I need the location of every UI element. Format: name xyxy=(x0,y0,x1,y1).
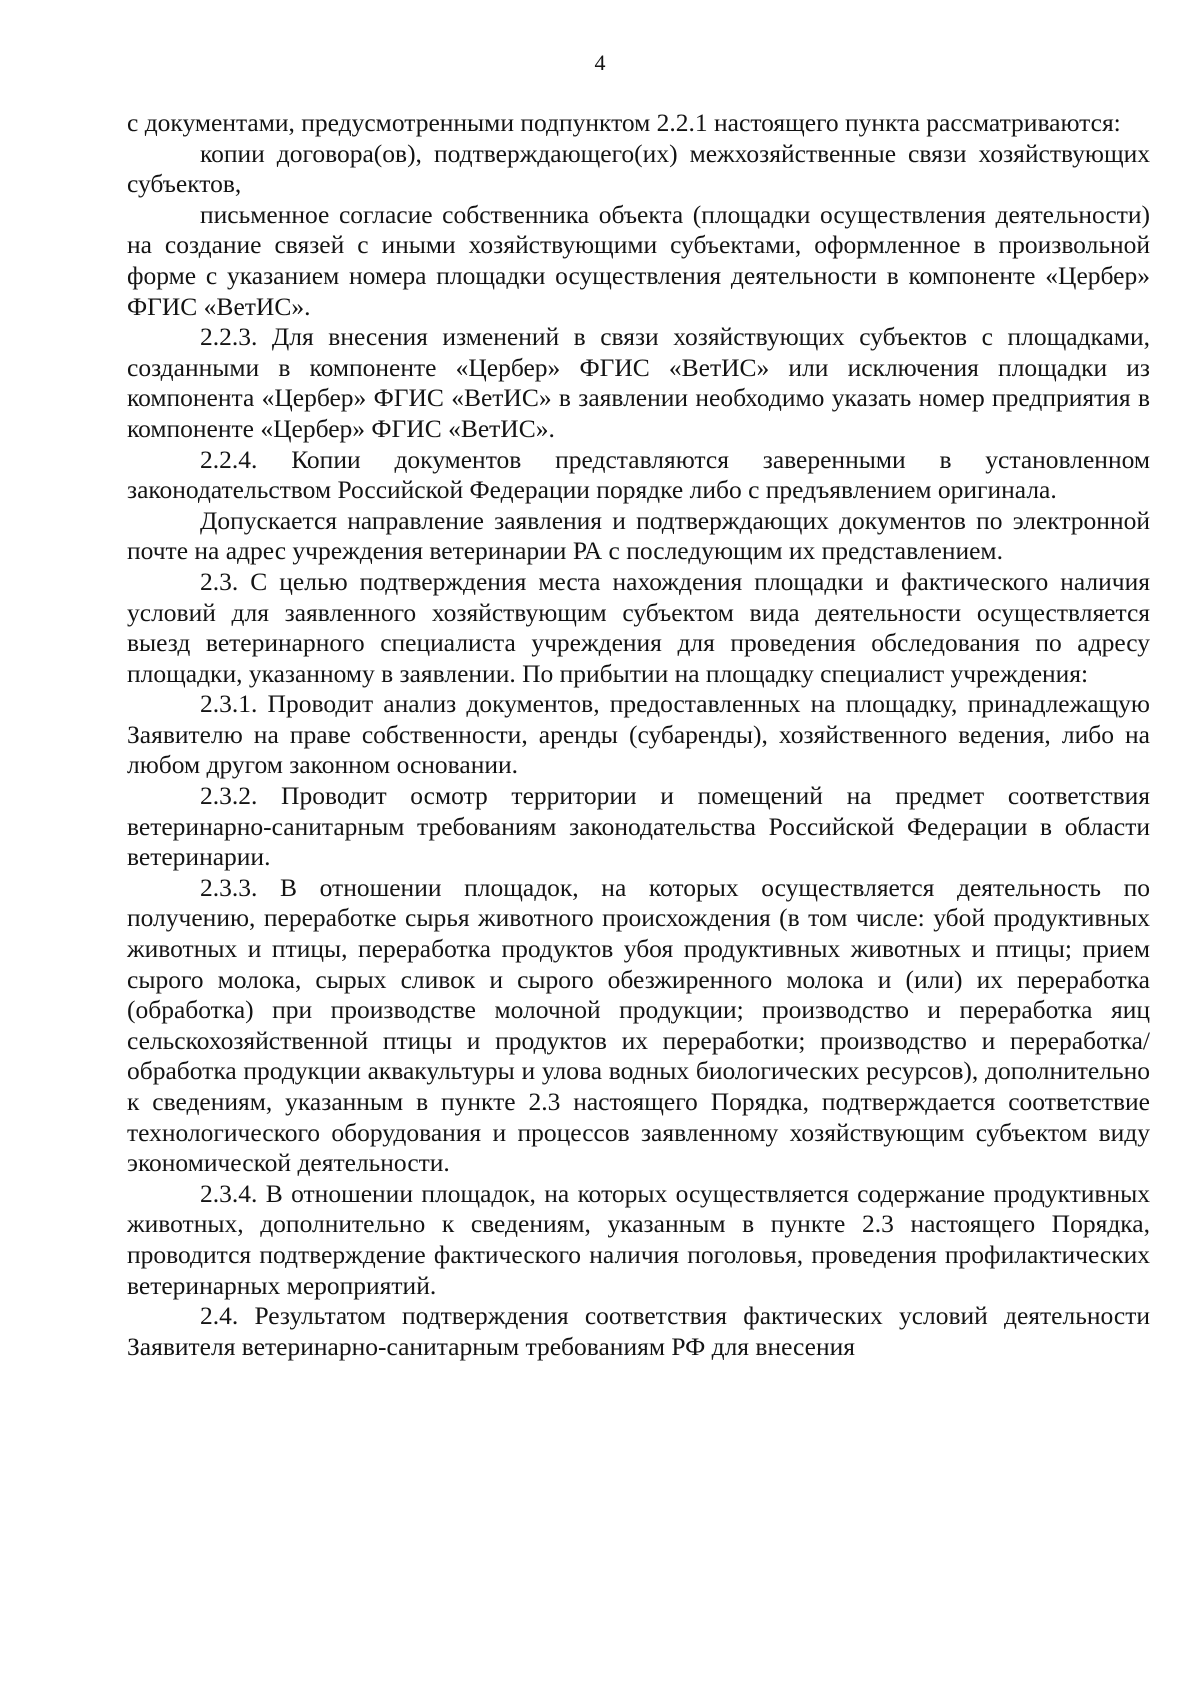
paragraph: письменное согласие собственника объекта (площадки осуществления деятельности) на создание связей с иными хозяйствующими субъектами, оформленное в произвольной форме с указанием номера площадки осуществления деятельности в компоненте «Цербер» ФГИС «ВетИС». xyxy=(127,199,1150,321)
paragraph: 2.2.3. Для внесения изменений в связи хозяйствующих субъектов с площадками, созданными в компоненте «Цербер» ФГИС «ВетИС» или исключения площадки из компонента «Цербер» ФГИС «ВетИС» в заявлении необходимо указать номер предприятия в компоненте «Цербер» ФГИС «ВетИС». xyxy=(127,322,1150,443)
paragraph: 2.2.4. Копии документов представляются заверенными в установленном законодательством Российской Федерации порядке либо с предъявлением оригинала. xyxy=(127,444,1150,505)
paragraph: 2.3.1. Проводит анализ документов, предоставленных на площадку, принадлежащую Заявителю на праве собственности, аренды (субаренды), хозяйственного ведения, либо на любом другом законном основании. xyxy=(127,689,1150,780)
paragraph: с документами, предусмотренными подпунктом 2.2.1 настоящего пункта рассматриваются: xyxy=(127,108,1121,137)
paragraph: 2.3.2. Проводит осмотр территории и помещений на предмет соответствия ветеринарно-санитарным требованиям законодательства Российской Федерации в области ветеринарии. xyxy=(127,781,1150,872)
paragraph: 2.3.4. В отношении площадок, на которых осуществляется содержание продуктивных животных, дополнительно к сведениям, указанным в пункте 2.3 настоящего Порядка, проводится подтверждение фактического наличия поголовья, проведения профилактических ветеринарных мероприятий. xyxy=(127,1178,1150,1300)
paragraph: копии договора(ов), подтверждающего(их) межхозяйственные связи хозяйствующих субъектов, xyxy=(127,138,1150,199)
paragraph: 2.3. С целью подтверждения места нахождения площадки и фактического наличия условий для заявленного хозяйствующим субъектом вида деятельности осуществляется выезд ветеринарного специалиста учреждения для проведения обследования по адресу площадки, указанному в заявлении. По прибытии на площадку специалист учреждения: xyxy=(127,566,1150,688)
paragraph: Допускается направление заявления и подтверждающих документов по электронной почте на адрес учреждения ветеринарии РА с последующим их представлением. xyxy=(127,505,1150,566)
document-body xyxy=(127,108,1150,1362)
paragraph: 2.3.3. В отношении площадок, на которых осуществляется деятельность по получению, переработке сырья животного происхождения (в том числе: убой продуктивных животных и птицы, переработка продуктов убоя продуктивных животных и птицы; прием сырого молока, сырых сливок и сырого обезжиренного молока и (или) их переработка (обработка) при производстве молочной продукции; производство и переработка яиц сельскохозяйственной птицы и продуктов их переработки; производство и переработка/обработка продукции аквакультуры и улова водных биологических ресурсов), дополнительно к сведениям, указанным в пункте 2.3 настоящего Порядка, подтверждается соответствие технологического оборудования и процессов заявленному хозяйствующим субъектом виду экономической деятельности. xyxy=(127,872,1150,1178)
paragraph: 2.4. Результатом подтверждения соответствия фактических условий деятельности Заявителя ветеринарно-санитарным требованиям РФ для внесения xyxy=(127,1301,1150,1361)
page-number: 4 xyxy=(594,50,606,75)
